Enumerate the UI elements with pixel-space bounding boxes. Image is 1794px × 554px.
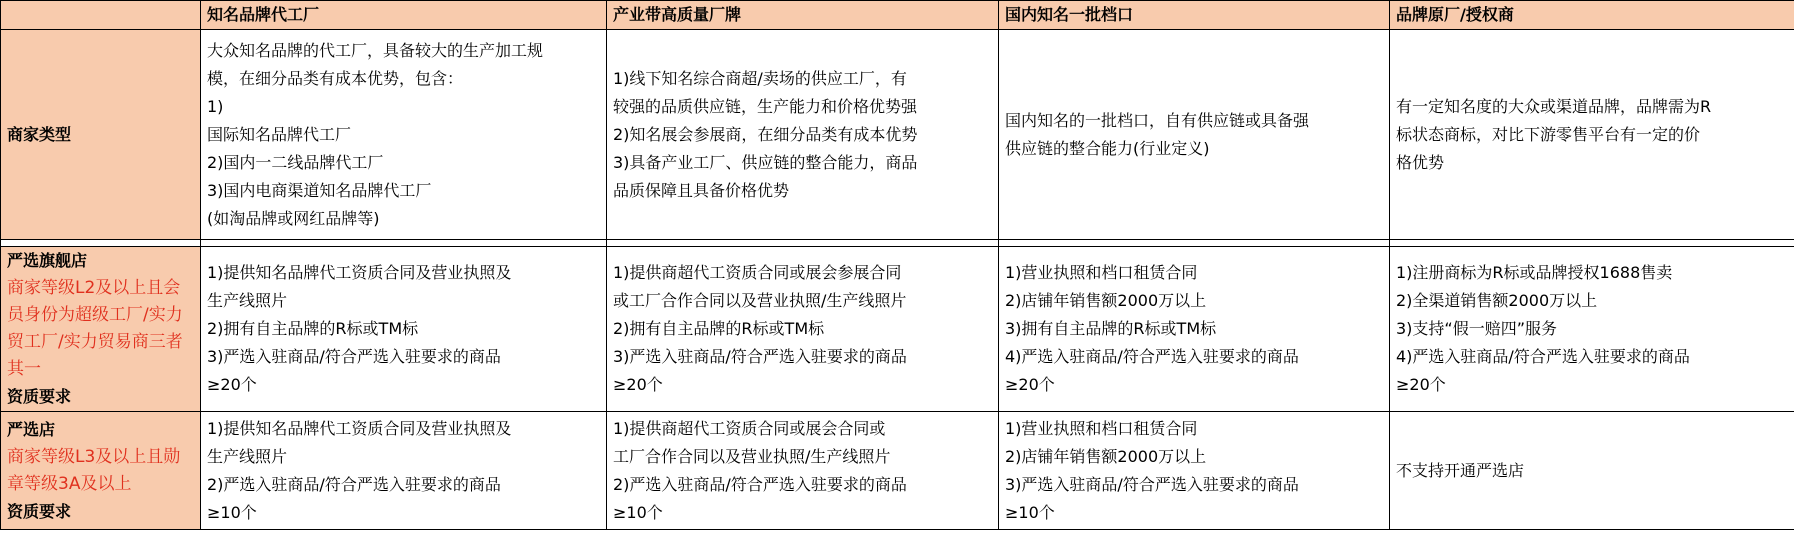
cell-line: 1)提供知名品牌代工资质合同及营业执照及 — [207, 418, 512, 438]
table-cell — [201, 412, 607, 530]
cell-line: 2)国内一二线品牌代工厂 — [207, 152, 384, 172]
cell-line: 1) — [207, 96, 224, 116]
cell-line: 3)严选入驻商品/符合严选入驻要求的商品 — [613, 347, 907, 366]
table-cell — [607, 247, 999, 412]
cell-line: 2)知名展会参展商，在细分品类有成本优势 — [613, 124, 918, 144]
row-subtitle: 资质要求 — [7, 501, 72, 521]
cell-line: ≥20个 — [207, 375, 257, 394]
row-title: 严选店 — [7, 419, 56, 439]
cell-line: 国内知名的一批档口，自有供应链或具备强 — [1005, 110, 1310, 130]
header-row — [1, 1, 1794, 30]
cell-line: 生产线照片 — [207, 291, 288, 310]
table-cell — [1390, 30, 1794, 240]
cell-line: 3)具备产业工厂、供应链的整合能力，商品 — [613, 152, 918, 172]
cell-line: 1)注册商标为R标或品牌授权1688售卖 — [1396, 263, 1673, 282]
cell-line: 生产线照片 — [207, 446, 288, 466]
cell-line: 标状态商标，对比下游零售平台有一定的价 — [1396, 124, 1701, 144]
spacer-row — [1, 240, 1794, 247]
column-header: 国内知名一批档口 — [999, 1, 1390, 30]
cell-line: 2)店铺年销售额2000万以上 — [1005, 446, 1207, 466]
store-row — [1, 412, 1794, 530]
corner-cell — [1, 1, 201, 30]
cell-line: 供应链的整合能力(行业定义) — [1005, 138, 1210, 158]
cell-line: 3)严选入驻商品/符合严选入驻要求的商品 — [207, 347, 501, 366]
cell-line: 不支持开通严选店 — [1396, 460, 1525, 480]
table-cell — [999, 412, 1390, 530]
cell-line: 4)严选入驻商品/符合严选入驻要求的商品 — [1005, 347, 1299, 366]
row-subtitle: 资质要求 — [7, 387, 72, 406]
cell-line: (如淘品牌或网红品牌等) — [207, 208, 380, 228]
flagship-row — [1, 247, 1794, 412]
cell-line: 2)全渠道销售额2000万以上 — [1396, 291, 1598, 310]
table-cell — [201, 30, 607, 240]
column-header: 知名品牌代工厂 — [201, 1, 607, 30]
table-cell — [201, 247, 607, 412]
column-header: 品牌原厂/授权商 — [1390, 1, 1794, 30]
row-condition: 商家等级L2及以上且会 — [7, 278, 181, 298]
column-header: 产业带高质量厂牌 — [607, 1, 999, 30]
cell-line: 大众知名品牌的代工厂，具备较大的生产加工规 — [207, 40, 544, 60]
row-label — [1, 412, 201, 530]
cell-line: 1)提供商超代工资质合同或展会合同或 — [613, 418, 886, 438]
cell-line: 3)拥有自主品牌的R标或TM标 — [1005, 319, 1217, 338]
cell-line: 或工厂合作合同以及营业执照/生产线照片 — [613, 291, 907, 310]
table-cell — [1390, 412, 1794, 530]
cell-line: 工厂合作合同以及营业执照/生产线照片 — [613, 446, 891, 466]
row-condition: 其一 — [7, 359, 41, 379]
cell-line: 1)线下知名综合商超/卖场的供应工厂，有 — [613, 68, 907, 88]
cell-line: 4)严选入驻商品/符合严选入驻要求的商品 — [1396, 347, 1690, 366]
cell-line: ≥20个 — [1005, 375, 1055, 394]
cell-line: 格优势 — [1396, 152, 1445, 172]
row-title: 严选旗舰店 — [7, 251, 88, 270]
table-cell — [999, 247, 1390, 412]
table-cell — [999, 30, 1390, 240]
cell-line: 模，在细分品类有成本优势，包含： — [207, 68, 464, 88]
cell-line: 2)拥有自主品牌的R标或TM标 — [613, 319, 825, 338]
cell-line: 2)严选入驻商品/符合严选入驻要求的商品 — [207, 474, 501, 494]
cell-line: ≥20个 — [1396, 375, 1446, 394]
merchant-type-row — [1, 30, 1794, 240]
cell-line: 1)提供商超代工资质合同或展会参展合同 — [613, 263, 902, 282]
cell-line: 1)营业执照和档口租赁合同 — [1005, 418, 1198, 438]
cell-line: 1)提供知名品牌代工资质合同及营业执照及 — [207, 263, 512, 282]
cell-line: ≥10个 — [613, 502, 663, 522]
cell-line: ≥10个 — [207, 502, 257, 522]
row-condition: 章等级3A及以上 — [7, 473, 132, 494]
cell-line: 国际知名品牌代工厂 — [207, 124, 352, 144]
table-cell — [607, 30, 999, 240]
cell-line: 2)拥有自主品牌的R标或TM标 — [207, 319, 419, 338]
row-label: 商家类型 — [1, 30, 201, 240]
row-condition: 商家等级L3及以上且勋 — [7, 446, 181, 467]
row-label — [1, 247, 201, 412]
cell-line: 品质保障且具备价格优势 — [613, 180, 790, 200]
table-cell — [1390, 247, 1794, 412]
cell-line: 3)国内电商渠道知名品牌代工厂 — [207, 180, 432, 200]
cell-line: 1)营业执照和档口租赁合同 — [1005, 263, 1198, 282]
row-condition: 贸工厂/实力贸易商三者 — [7, 332, 183, 352]
cell-line: 2)严选入驻商品/符合严选入驻要求的商品 — [613, 474, 907, 494]
cell-line: 3)支持“假一赔四”服务 — [1396, 319, 1558, 338]
cell-line: 3)严选入驻商品/符合严选入驻要求的商品 — [1005, 474, 1299, 494]
cell-line: 2)店铺年销售额2000万以上 — [1005, 291, 1207, 310]
table-cell — [607, 412, 999, 530]
cell-line: ≥10个 — [1005, 502, 1055, 522]
cell-line: 较强的品质供应链，生产能力和价格优势强 — [613, 96, 918, 116]
row-condition: 员身份为超级工厂/实力 — [7, 305, 183, 325]
cell-line: ≥20个 — [613, 375, 663, 394]
cell-line: 有一定知名度的大众或渠道品牌，品牌需为R — [1396, 96, 1712, 116]
